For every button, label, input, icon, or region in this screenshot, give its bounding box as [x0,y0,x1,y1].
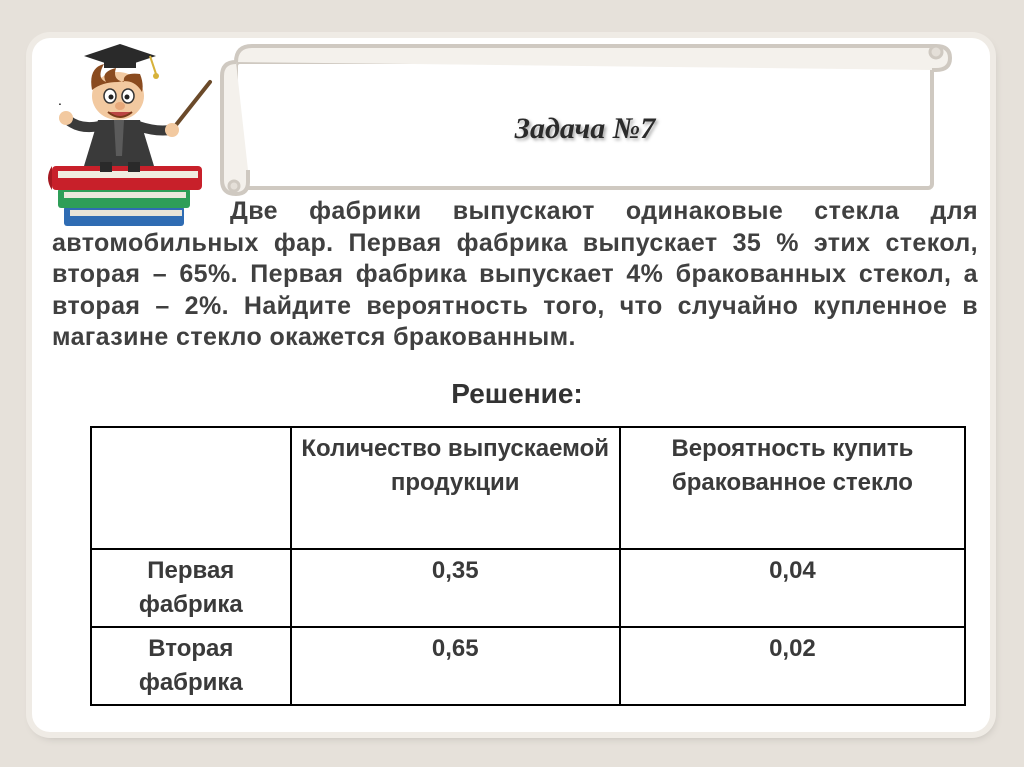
table-header-empty [91,427,291,549]
dot-mark: . [58,92,62,108]
cell-quantity-first: 0,35 [291,549,620,627]
row-label-second-factory: Вторая фабрика [91,627,291,705]
cell-quantity-second: 0,65 [291,627,620,705]
table-header-quantity: Количество выпускаемой продукции [291,427,620,549]
table-header-probability: Вероятность купить бракованное стекло [620,427,965,549]
table-row [91,627,965,705]
table-header-row [91,427,965,549]
solution-table [90,426,966,706]
solution-heading: Решение: [451,378,583,409]
table-row [91,549,965,627]
slide-title: Задача №7 [514,112,656,145]
problem-text: Две фабрики выпускают одинаковые стекла для автомобильных фар. Первая фабрика выпускает 35 % этих стекол, вторая – 65%. Первая фабрика выпускает 4% бракованных стекол, а вторая – 2%. Найдите вероятность того, что случайно купленное в магазине стекло окажется бракованным. [52,197,978,351]
row-label-first-factory: Первая фабрика [91,549,291,627]
cell-probability-second: 0,02 [620,627,965,705]
cell-probability-first: 0,04 [620,549,965,627]
